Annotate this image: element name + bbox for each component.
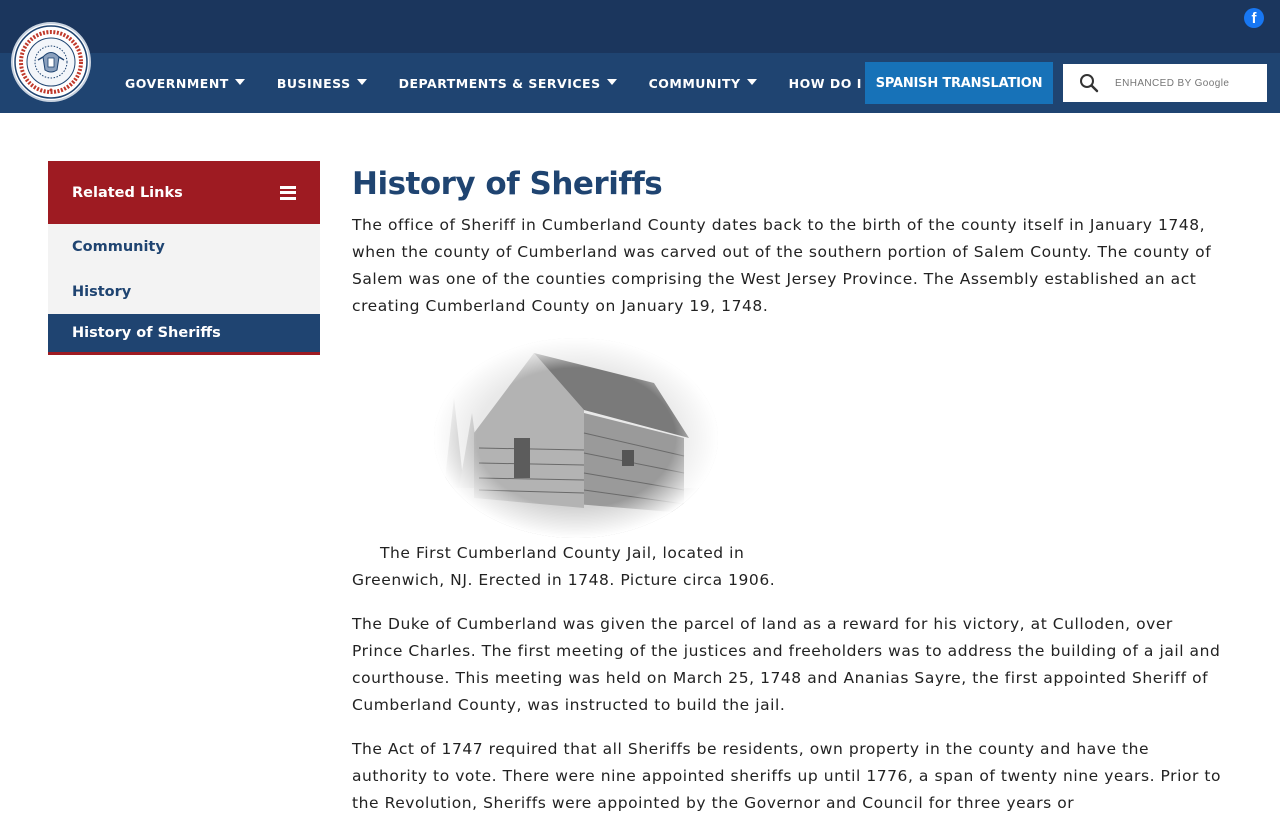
nav-label: GOVERNMENT: [125, 75, 229, 91]
jail-photo: [434, 338, 718, 538]
paragraph-intro: The office of Sheriff in Cumberland County dates back to the birth of the county itself in January 1748, when the county of Cumberland was carved out of the southern portion of Salem County. The county of Salem was one of the counties comprising the West Jersey Province. The Assembly established an act creating Cumberland County on January 19, 1748.: [352, 216, 1212, 315]
chevron-down-icon: [747, 79, 757, 85]
nav-government[interactable]: [125, 76, 245, 91]
top-bar: [0, 0, 1280, 53]
chevron-down-icon: [357, 79, 367, 85]
main-content: [352, 164, 1226, 817]
sidebar-title: Related Links: [72, 184, 183, 201]
sidebar-item-community[interactable]: Community: [72, 238, 165, 255]
county-seal-logo[interactable]: [11, 22, 91, 102]
sidebar-item-history-of-sheriffs[interactable]: History of Sheriffs: [48, 314, 320, 355]
page-title: History of Sheriffs: [352, 166, 663, 202]
paragraph-duke: The Duke of Cumberland was given the parcel of land as a reward for his victory, at Culloden, over Prince Charles. The first meeting of the justices and freeholders was to address the building of a jail and courthouse. This meeting was held on March 25, 1748 and Ananias Sayre, the first appointed Sheriff of Cumberland County, was instructed to build the jail.: [352, 615, 1221, 714]
nav-label: BUSINESS: [276, 75, 351, 91]
facebook-icon[interactable]: f: [1244, 8, 1264, 28]
menu-icon[interactable]: [280, 186, 296, 200]
nav-label: HOW DO I: [788, 75, 862, 91]
nav-label: COMMUNITY: [648, 75, 741, 91]
figure-caption: The First Cumberland County Jail, located in Greenwich, NJ. Erected in 1748. Picture circa 1906.: [352, 544, 776, 589]
search-box: [1063, 64, 1267, 102]
jail-figure: [352, 338, 802, 594]
sidebar-header: [48, 161, 320, 224]
sidebar-list: [48, 224, 320, 355]
paragraph-act-1747: The Act of 1747 required that all Sheriffs be residents, own property in the county and have the authority to vote. There were nine appointed sheriffs up until 1776, a span of twenty nine years. Prior to the Revolution, Sheriffs were appointed by the Governor and Council for three years or: [352, 740, 1222, 812]
nav-label: DEPARTMENTS & SERVICES: [398, 75, 601, 91]
nav-departments-services[interactable]: [399, 76, 617, 91]
related-links-sidebar: [48, 161, 320, 355]
nav-community[interactable]: [649, 76, 757, 91]
main-nav: [125, 53, 910, 113]
spanish-translation-button[interactable]: SPANISH TRANSLATION: [865, 62, 1053, 104]
chevron-down-icon: [235, 79, 245, 85]
sidebar-item-history[interactable]: History: [72, 283, 132, 300]
search-input[interactable]: [1115, 64, 1265, 102]
chevron-down-icon: [607, 79, 617, 85]
nav-business[interactable]: [277, 76, 367, 91]
search-icon[interactable]: [1063, 64, 1115, 102]
